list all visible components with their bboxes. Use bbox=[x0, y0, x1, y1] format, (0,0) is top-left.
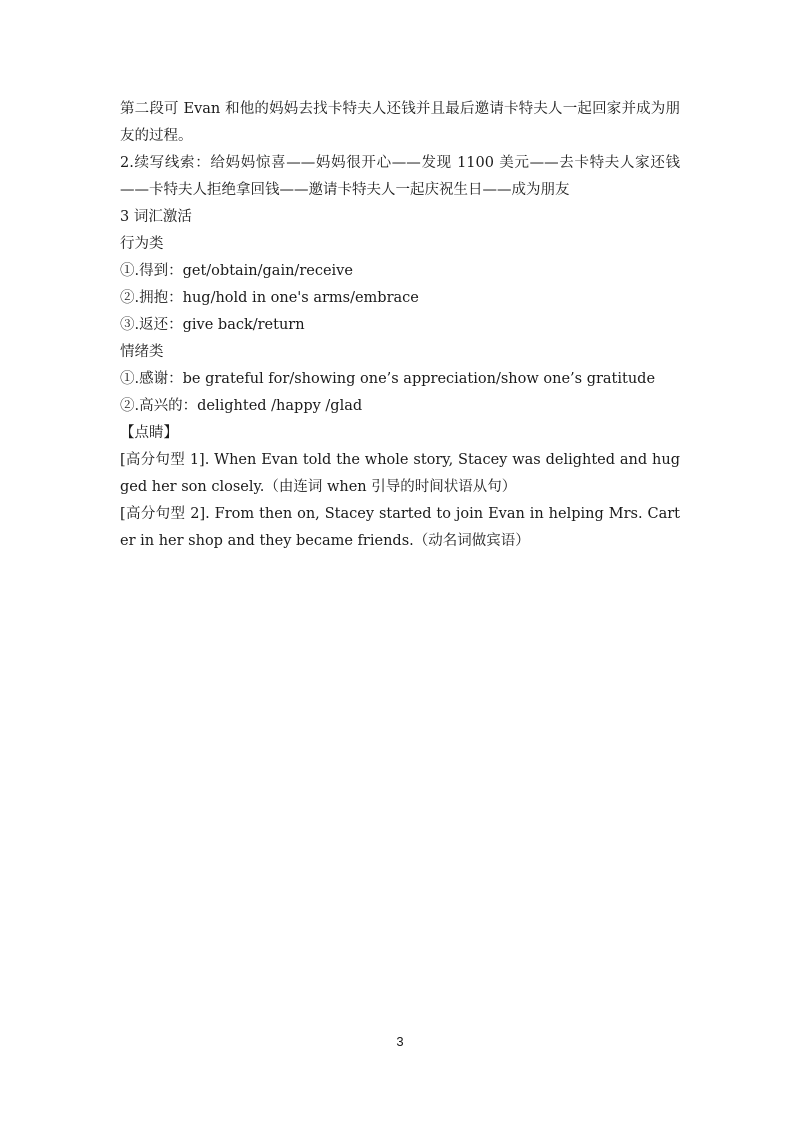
action-heading: 行为类 bbox=[120, 236, 164, 252]
paragraph-second-section: 第二段可 Evan 和他的妈妈去找卡特夫人还钱并且最后邀请卡特夫人一起回家并成为朋友的过程。 bbox=[120, 101, 680, 144]
action-item-obtain: ①.得到：get/obtain/gain/receive bbox=[120, 263, 353, 279]
document-body bbox=[120, 96, 680, 555]
action-item-hug: ②.拥抱：hug/hold in one's arms/embrace bbox=[120, 290, 419, 306]
sentence-pattern-2: [高分句型 2]. From then on, Stacey started to join Evan in helping Mrs. Carter in her shop and they became friends.（动名词做宾语） bbox=[120, 506, 680, 549]
emotion-heading: 情绪类 bbox=[120, 344, 164, 360]
emotion-item-delighted: ②.高兴的：delighted /happy /glad bbox=[120, 398, 363, 414]
sentence-pattern-1: [高分句型 1]. When Evan told the whole story, Stacey was delighted and hugged her son closely.（由连词 when 引导的时间状语从句） bbox=[120, 452, 680, 495]
highlight-heading: 【点睛】 bbox=[120, 425, 178, 441]
paragraph-writing-clues: 2.续写线索：给妈妈惊喜——妈妈很开心——发现 1100 美元——去卡特夫人家还钱——卡特夫人拒绝拿回钱——邀请卡特夫人一起庆祝生日——成为朋友 bbox=[120, 155, 680, 198]
emotion-item-grateful: ①.感谢：be grateful for/showing one’s appreciation/show one’s gratitude bbox=[120, 371, 656, 387]
action-item-return: ③.返还：give back/return bbox=[120, 317, 305, 333]
vocab-heading: 3 词汇激活 bbox=[120, 209, 192, 225]
page-number: 3 bbox=[396, 1034, 404, 1049]
